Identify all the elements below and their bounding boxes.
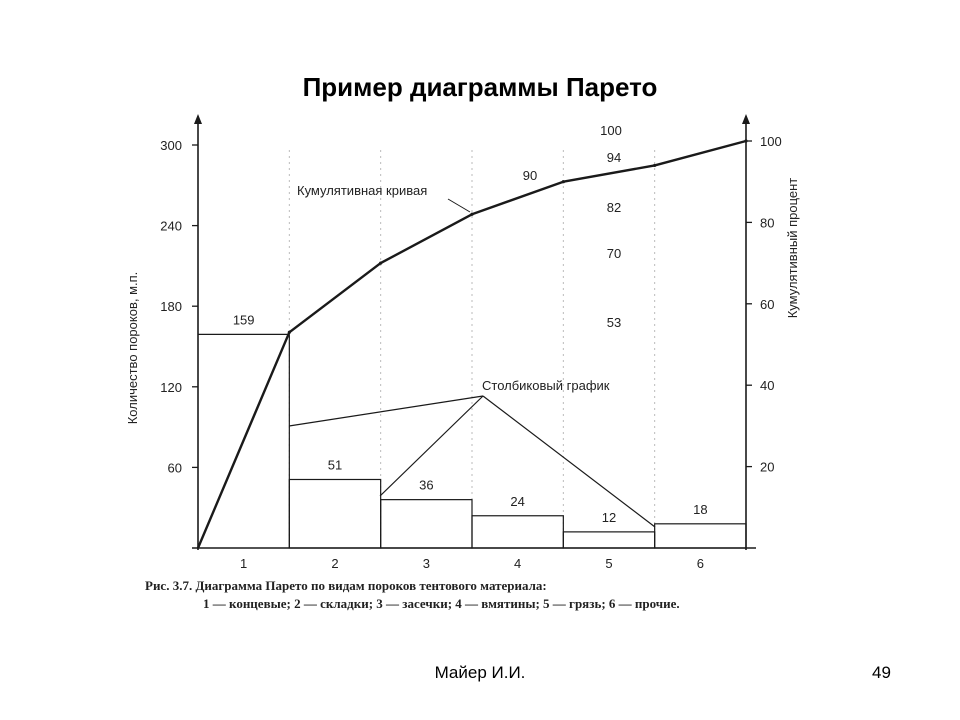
y2-tick-label: 100 — [760, 134, 782, 149]
y2-tick-label: 60 — [760, 296, 775, 312]
cumulative-value-label: 70 — [606, 246, 622, 261]
bar — [381, 500, 472, 548]
bar-value-label: 24 — [510, 493, 525, 509]
grid-layer — [289, 150, 654, 548]
bar-value-label: 36 — [419, 477, 434, 493]
footer-author: Майер И.И. — [434, 663, 526, 682]
cumulative-point — [744, 139, 747, 142]
y-tick-label: 60 — [167, 460, 182, 476]
x-tick-label: 4 — [514, 556, 522, 571]
y-axis-title: Количество пороков, м.п. — [125, 271, 140, 425]
cumulative-curve-annotation: Кумулятивная кривая — [297, 183, 428, 198]
page-number: 49 — [872, 663, 891, 682]
y2-tick-label: 80 — [760, 215, 775, 231]
bar-value-label: 18 — [693, 501, 708, 517]
y-tick-label: 180 — [160, 299, 182, 315]
cumulative-point — [562, 180, 565, 183]
cumulative-value-label: 53 — [606, 315, 622, 330]
cumulative-value-label: 82 — [606, 200, 622, 215]
y-tick-label: 240 — [160, 218, 182, 234]
y2-tick-label: 20 — [760, 459, 775, 475]
cumulative-point — [470, 213, 473, 216]
axes-layer — [192, 114, 756, 550]
bar — [655, 524, 746, 548]
x-tick-label: 6 — [696, 556, 704, 571]
slide-title: Пример диаграммы Парето — [302, 72, 658, 102]
y2-axis-title: Кумулятивный процент — [785, 177, 800, 319]
cumulative-value-label: 94 — [606, 150, 622, 165]
bar — [563, 532, 654, 548]
y2-axis-arrow — [742, 114, 750, 124]
cumulative-value-label: 90 — [522, 168, 538, 183]
y-axis-arrow — [194, 114, 202, 124]
figure-caption-line1: Рис. 3.7. Диаграмма Парето по видам пороков тентового материала: — [145, 578, 547, 593]
bar-value-label: 51 — [327, 457, 343, 473]
curve-layer — [198, 139, 748, 548]
bar-annotation-leader — [289, 396, 483, 426]
cumulative-annotation-leader — [448, 199, 470, 212]
bar — [289, 479, 380, 548]
labels-layer — [160, 123, 781, 571]
x-tick-label: 3 — [422, 556, 430, 571]
bar-value-label: 12 — [601, 509, 617, 525]
x-tick-label: 5 — [605, 556, 613, 571]
bar-value-label: 159 — [232, 312, 255, 328]
cumulative-point — [653, 164, 656, 167]
x-tick-label: 2 — [331, 556, 339, 571]
bar-annotation-leader — [483, 396, 655, 527]
figure-caption-line2: 1 — концевые; 2 — складки; 3 — засечки; 4 — вмятины; 5 — грязь; 6 — прочие. — [203, 596, 680, 611]
y2-tick-label: 40 — [760, 378, 775, 394]
cumulative-point — [288, 331, 291, 334]
x-tick-label: 1 — [240, 556, 248, 571]
bar-chart-annotation: Столбиковый график — [482, 378, 610, 393]
y-tick-label: 300 — [160, 138, 182, 153]
cumulative-value-label: 100 — [600, 123, 622, 138]
cumulative-point — [379, 262, 382, 265]
y-tick-label: 120 — [160, 379, 182, 395]
bar — [472, 516, 563, 548]
